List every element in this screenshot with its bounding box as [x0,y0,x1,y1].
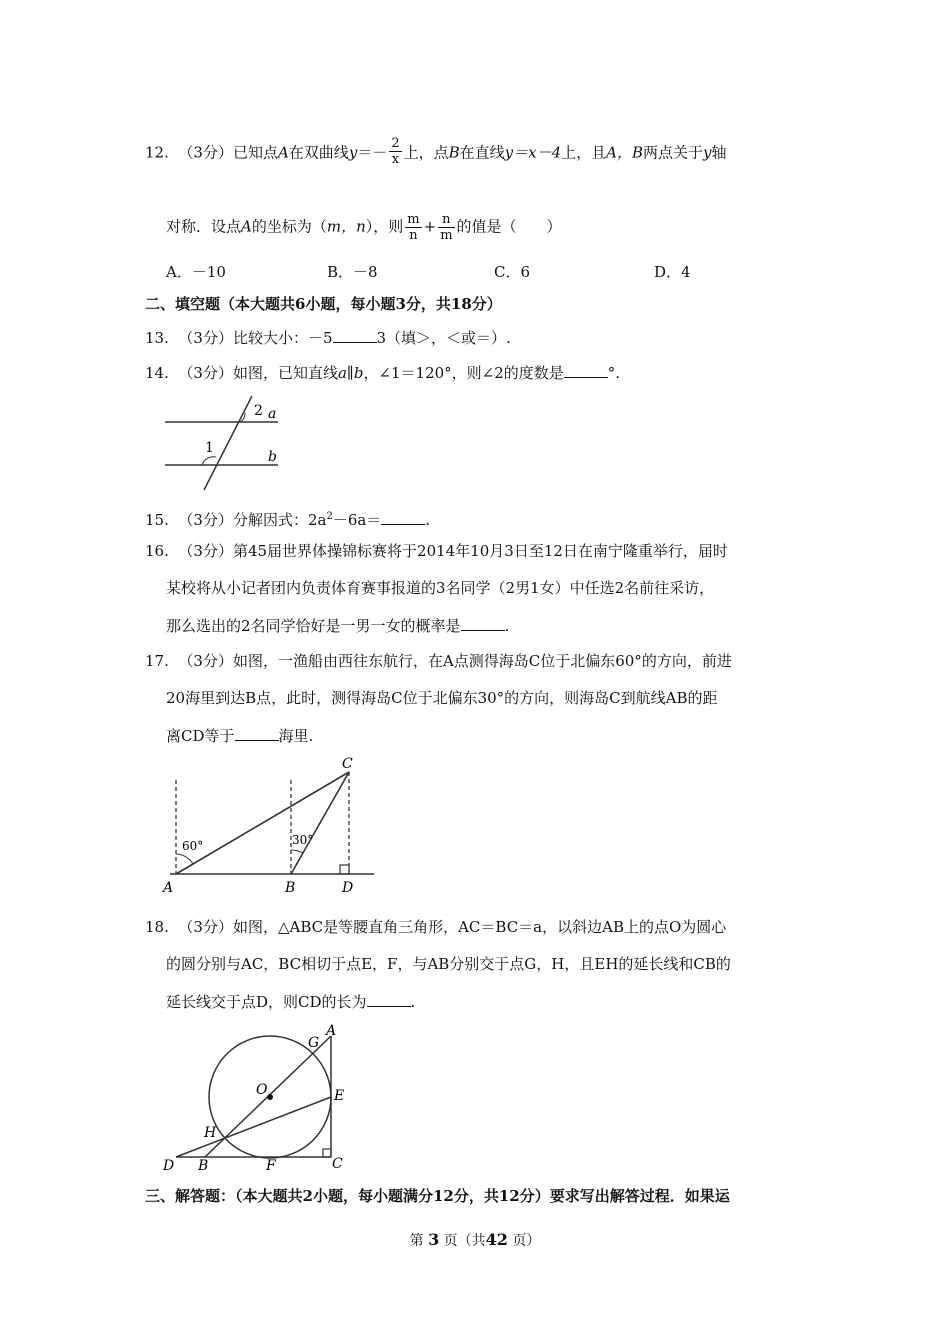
q18-text: 延长线交于点D，则CD的长为 [166,993,367,1011]
section-heading-fill-in: 二、填空题（本大题共6小题，每小题3分，共18分） [145,295,502,313]
point-d-label: D [163,1158,175,1174]
point-h-label: H [204,1125,217,1141]
q14-number: 14. [145,364,169,382]
q17-text: （3分）如图，一渔船由西往东航行，在A点测得海岛C位于北偏东60°的方向，前进 [178,652,732,670]
q17-line1 [145,651,732,671]
q15-text: －6a＝ [332,511,382,529]
q16-text: . [504,617,510,635]
angle-60-arc [176,854,193,864]
point-c-label: C [342,756,353,772]
footer-text: 页） [512,1233,541,1249]
plus-sign: + [423,217,437,236]
point-b-label: B [198,1158,209,1174]
frac-num: 2 [391,136,400,151]
q18-number: 18. [145,918,169,936]
q16-text: 那么选出的2名同学恰好是一男一女的概率是 [166,617,461,635]
q12-frac-m-n [405,212,421,243]
q14-parallel: a∥b [337,364,364,382]
q14-figure [160,392,290,494]
line-a-label: a [268,406,277,422]
q12-option-d[interactable]: D．4 [654,263,691,281]
q14-answer-blank[interactable] [564,363,608,378]
q12-option-c[interactable]: C．6 [494,263,531,281]
q12-frac-n-m [438,212,454,243]
q14-text: °. [607,364,621,382]
q17-answer-blank[interactable] [235,726,279,741]
q12-text: 上，点 [403,143,449,162]
q17-line3 [166,726,313,746]
q18-line2: 的圆分别与AC，BC相切于点E，F，与AB分别交于点G，H，且EH的延长线和CB的 [166,955,731,973]
q18-line3 [166,992,415,1012]
q15 [145,507,430,530]
q12-text: 对称．设点 [166,217,242,236]
angle-2-label: 2 [254,403,263,419]
q12-eq: ＝－ [357,143,388,162]
angle-1-arc [202,457,216,465]
q14-text: ，∠1＝120°，则∠2的度数是 [363,364,564,382]
line-bc [291,772,349,874]
point-e-label: E [334,1088,345,1104]
right-angle-mark [323,1149,331,1157]
point-a-label: A [326,1023,337,1039]
q18-line1 [145,917,726,937]
q16-line1 [145,541,728,561]
total-pages: 42 [485,1230,508,1249]
q18-answer-blank[interactable] [367,992,411,1007]
point-d-label: D [342,880,354,896]
q12-text: 的坐标为（ [251,217,327,236]
q13 [145,328,511,348]
q12-var-y: y [703,143,712,162]
q12-text: 上，且 [561,143,607,162]
q12-text: ），则 [365,217,404,236]
point-c-label: C [332,1156,343,1172]
angle-30-label: 30° [292,833,314,847]
line-ac [176,772,349,874]
q12-option-a[interactable]: A．－10 [166,263,226,281]
q12-mn: m，n [326,217,366,236]
point-a-label: A [163,880,174,896]
page-footer [0,1230,950,1250]
q16-line2: 某校将从小记者团内负责体育赛事报道的3名同学（2男1女）中任选2名前往采访， [166,579,715,597]
frac-den: n [409,228,418,243]
line-de [176,1097,331,1157]
q12-text: 在双曲线 [288,143,349,162]
q12-line1 [145,138,727,169]
q16-number: 16. [145,542,169,560]
q16-line3 [166,616,509,636]
q16-text: （3分）第45届世界体操锦标赛将于2014年10月3日至12日在南宁隆重举行，届时 [178,542,728,560]
q18-text: . [410,993,416,1011]
q12-number: 12. [145,143,169,162]
q12-var-a: A [241,217,252,236]
right-angle-mark [340,865,349,874]
frac-num: m [407,212,420,227]
point-o-label: O [256,1082,268,1098]
point-g-label: G [308,1035,320,1051]
q16-answer-blank[interactable] [461,616,505,631]
q13-text: （3分）比较大小：－5 [178,329,333,347]
footer-text: 第 [409,1233,424,1249]
angle-30-arc [291,850,303,853]
frac-num: n [438,212,454,228]
section-heading-answers: 三、解答题：（本大题共2小题，每小题满分12分，共12分）要求写出解答过程．如果运 [145,1187,730,1205]
angle-60-label: 60° [182,839,204,853]
q17-number: 17. [145,652,169,670]
page-number: 3 [428,1230,440,1249]
q12-fraction [389,136,401,167]
q12-var-b: B [448,143,460,162]
center-o-dot [267,1094,273,1100]
q12-text: 两点关于 [643,143,704,162]
exponent: 2 [326,511,333,522]
q17-text: 离CD等于 [166,727,235,745]
line-b-label: b [268,449,277,465]
q12-var-ab: A，B [606,143,644,162]
q15-number: 15. [145,511,169,529]
q17-text: 海里. [278,727,314,745]
frac-den: x [391,152,400,167]
q12-text: 轴 [711,143,727,162]
q13-number: 13. [145,329,169,347]
q12-text: 的值是（ ） [456,217,562,236]
q15-answer-blank[interactable] [381,510,425,525]
q14 [145,363,620,383]
q12-text: （3分）已知点 [178,143,278,162]
q18-figure [160,1020,360,1175]
q17-line2: 20海里到达B点，此时，测得海岛C位于北偏东30°的方向，则海岛C到航线AB的距 [166,689,718,707]
q15-text: （3分）分解因式：2a [178,511,327,529]
q12-line2 [166,212,562,243]
q12-line-eq: y＝x－4 [504,143,562,162]
q14-text: （3分）如图，已知直线 [178,364,338,382]
q12-text: 在直线 [459,143,505,162]
q18-text: （3分）如图，△ABC是等腰直角三角形，AC＝BC＝a，以斜边AB上的点O为圆心 [178,918,727,936]
point-b-label: B [285,880,296,896]
q12-var-y: y [348,143,358,162]
q15-text: . [425,511,431,529]
footer-text: 页（共 [443,1233,486,1249]
q12-option-b[interactable]: B．－8 [327,263,378,281]
angle-1-label: 1 [205,440,214,456]
point-f-label: F [266,1158,276,1174]
q13-answer-blank[interactable] [333,328,377,343]
frac-den: m [440,228,453,243]
q17-figure [160,750,385,898]
q13-text: 3（填＞，＜或＝）. [376,329,511,347]
q12-var-a: A [277,143,289,162]
